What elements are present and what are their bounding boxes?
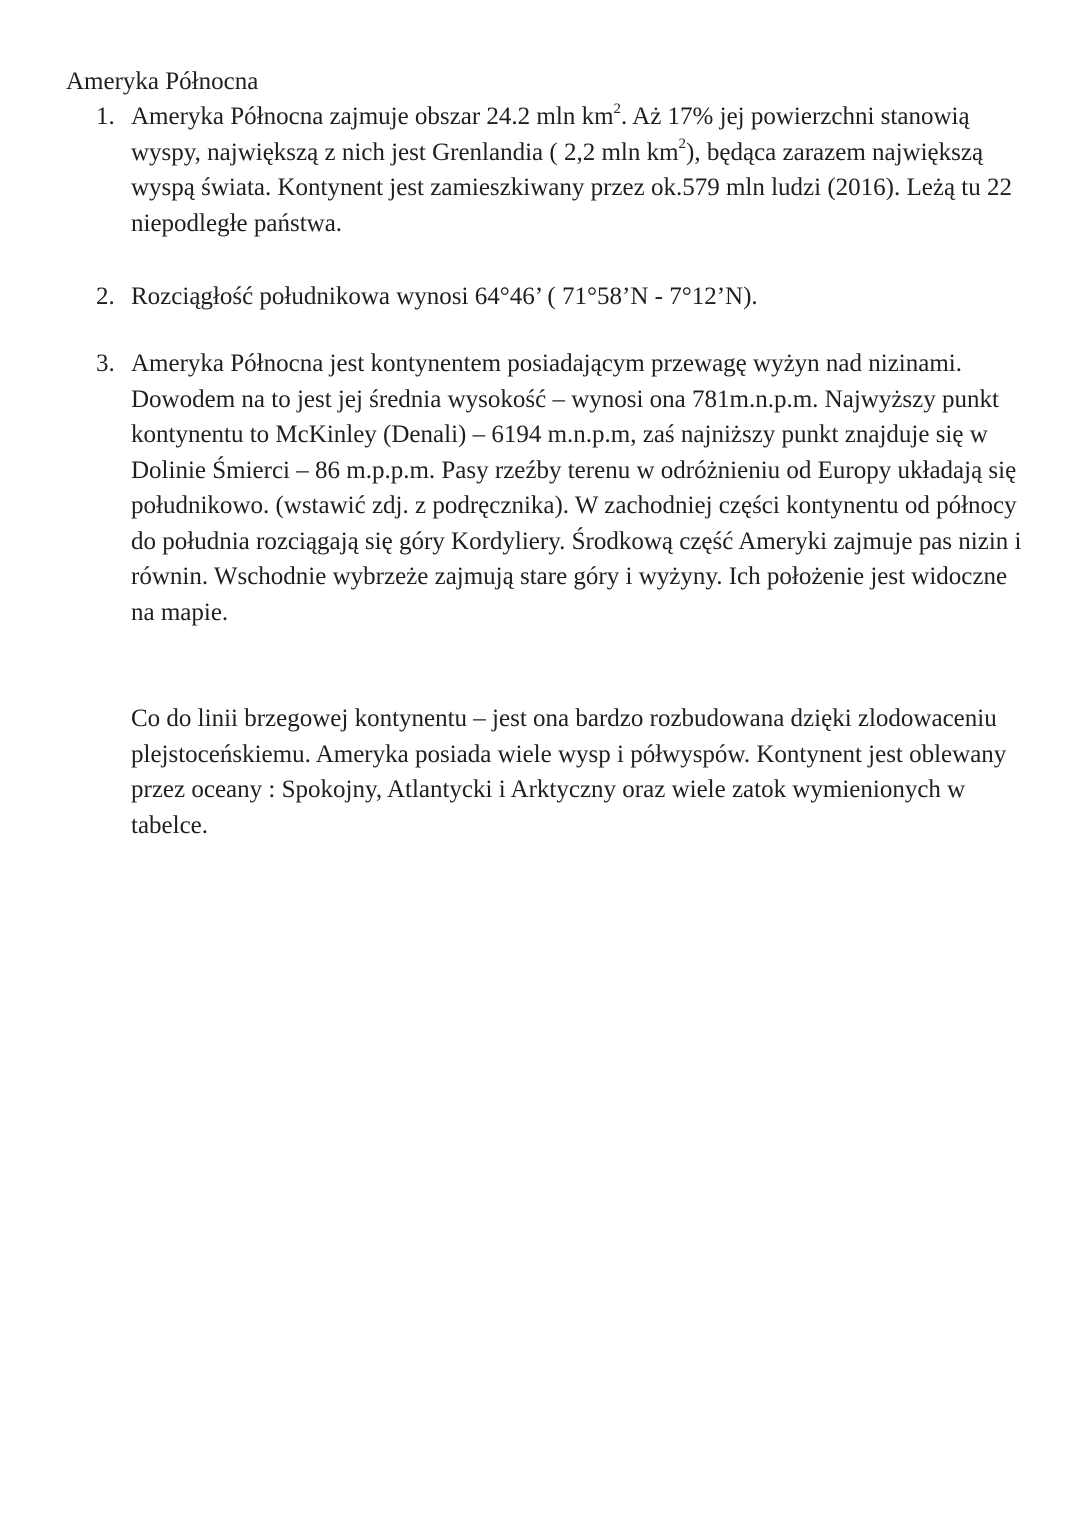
text-fragment: ), będąca zarazem największą wyspą świata. Kontynent jest zamieszkiwany przez ok.579 mln ludzi (2016). Leżą tu 22 niepodległe państwa.: [131, 138, 1013, 237]
list-item-text: Rozciągłość południkowa wynosi 64°46’ ( 71°58’N - 7°12’N).: [131, 283, 758, 310]
text-fragment: . Aż 17% jej powierzchni stanowią wyspy, największą z nich jest Grenlandia ( 2,2 mln km: [131, 103, 970, 166]
superscript: 2: [678, 136, 687, 153]
list-item-number: 1.: [96, 103, 115, 130]
coastline-paragraph: Co do linii brzegowej kontynentu – jest ona bardzo rozbudowana dzięki zlodowaceniu plejstoceńskiemu. Ameryka posiada wiele wysp i półwyspów. Kontynent jest oblewany przez oceany : Spokojny, Atlantycki i Arktyczny oraz wiele zatok wymienionych w tabelce.: [131, 705, 1007, 839]
text-fragment: Ameryka Północna zajmuje obszar 24.2 mln km: [131, 103, 614, 130]
document-title: Ameryka Północna: [66, 68, 259, 95]
list-item-1: [96, 99, 1026, 241]
superscript: 2: [613, 100, 622, 117]
list-item-number: 2.: [96, 283, 115, 310]
list-item-text: Ameryka Północna jest kontynentem posiadającym przewagę wyżyn nad nizinami. Dowodem na to jest jej średnia wysokość – wynosi ona 781m.n.p.m. Najwyższy punkt kontynentu to McKinley (Denali) – 6194 m.n.p.m, zaś najniższy punkt znajduje się w Dolinie Śmierci – 86 m.p.p.m. Pasy rzeźby terenu w odróżnieniu od Europy układają się południkowo. (wstawić zdj. z podręcznika). W zachodniej części kontynentu od północy do południa rozciągają się góry Kordyliery. Środkową część Ameryki zajmuje pas nizin i równin. Wschodnie wybrzeże zajmują stare góry i wyżyny. Ich położenie jest widoczne na mapie.: [131, 350, 1022, 626]
list-item-2: [96, 279, 1026, 315]
list-item-3: [96, 346, 1026, 630]
list-item-number: 3.: [96, 350, 115, 377]
list-item-text: [131, 99, 1026, 241]
